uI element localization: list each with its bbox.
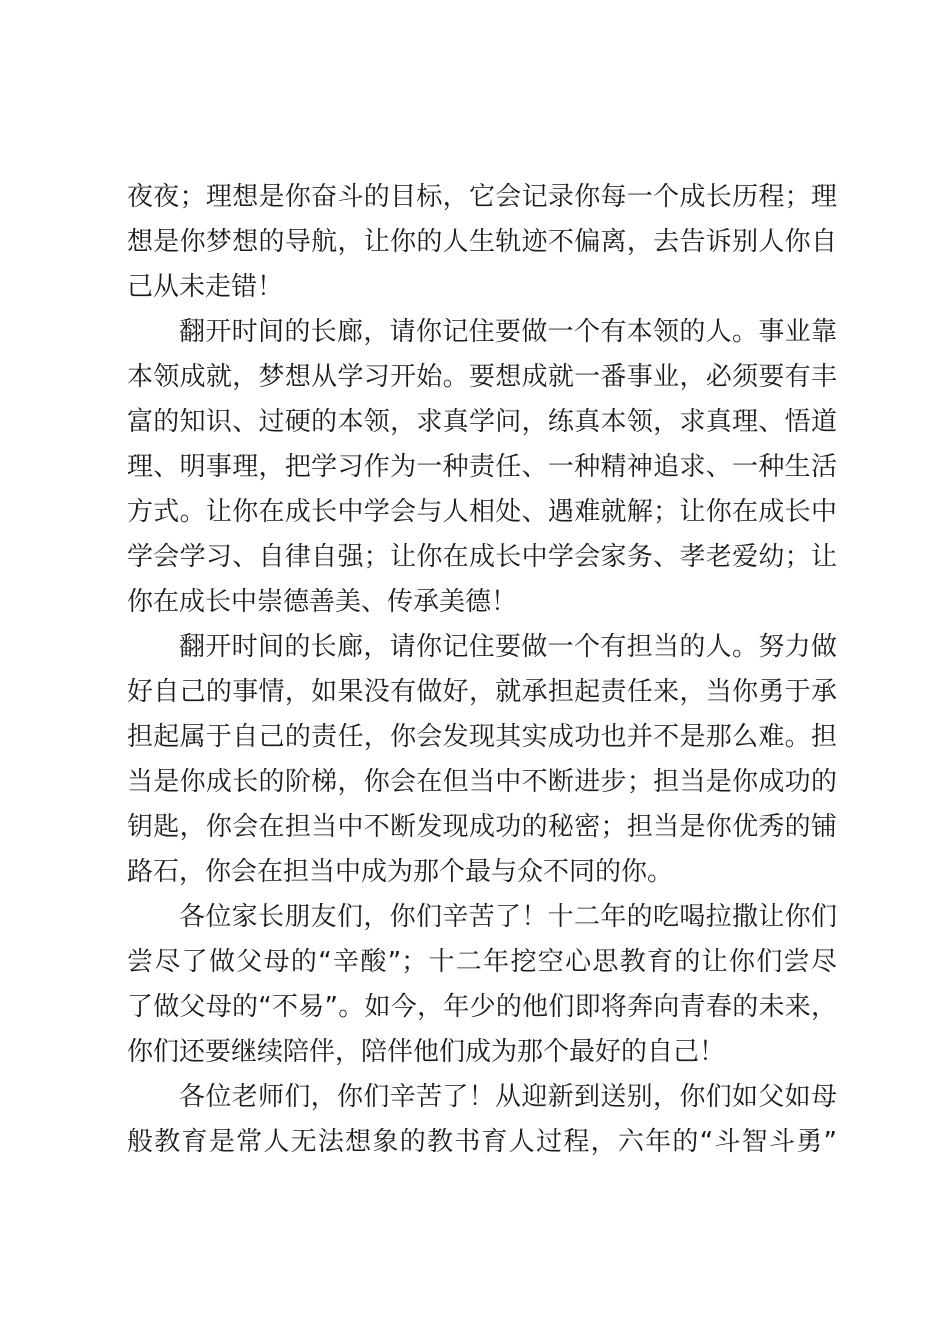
body-text (127, 175, 837, 1165)
text-line: 当是你成长的阶梯，你会在但当中不断进步；担当是你成功的 (127, 767, 837, 797)
paragraph-first-line: 各位家长朋友们，你们辛苦了！十二年的吃喝拉撒让你们 (179, 902, 837, 932)
text-line: 己从未走错！ (127, 272, 284, 302)
text-line: 了做父母的“不易”。如今，年少的他们即将奔向青春的未来， (127, 992, 837, 1022)
paragraph-first-line: 各位老师们，你们辛苦了！从迎新到送别，你们如父如母 (179, 1082, 837, 1112)
text-line: 般教育是常人无法想象的教书育人过程，六年的“斗智斗勇” (127, 1127, 837, 1157)
text-line: 富的知识、过硬的本领，求真学问，练真本领，求真理、悟道 (127, 407, 837, 437)
text-line: 好自己的事情，如果没有做好，就承担起责任来，当你勇于承 (127, 677, 837, 707)
text-line: 本领成就，梦想从学习开始。要想成就一番事业，必须要有丰 (127, 362, 837, 392)
text-line: 理、明事理，把学习作为一种责任、一种精神追求、一种生活 (127, 452, 837, 482)
text-line: 你们还要继续陪伴，陪伴他们成为那个最好的自己！ (127, 1037, 726, 1067)
text-line: 担起属于自己的责任，你会发现其实成功也并不是那么难。担 (127, 722, 837, 752)
paragraph-first-line: 翻开时间的长廊，请你记住要做一个有担当的人。努力做 (179, 632, 837, 662)
text-line: 想是你梦想的导航，让你的人生轨迹不偏离，去告诉别人你自 (127, 227, 837, 257)
text-line: 夜夜；理想是你奋斗的目标，它会记录你每一个成长历程；理 (127, 182, 837, 212)
text-line: 学会学习、自律自强；让你在成长中学会家务、孝老爱幼；让 (127, 542, 837, 572)
paragraph-first-line: 翻开时间的长廊，请你记住要做一个有本领的人。事业靠 (179, 317, 837, 347)
text-line: 钥匙，你会在担当中不断发现成功的秘密；担当是你优秀的铺 (127, 812, 837, 842)
text-line: 尝尽了做父母的“辛酸”；十二年挖空心思教育的让你们尝尽 (127, 947, 837, 977)
text-line: 你在成长中崇德善美、传承美德！ (127, 587, 518, 617)
text-line: 方式。让你在成长中学会与人相处、遇难就解；让你在成长中 (127, 497, 837, 527)
text-line: 路石，你会在担当中成为那个最与众不同的你。 (127, 857, 674, 887)
